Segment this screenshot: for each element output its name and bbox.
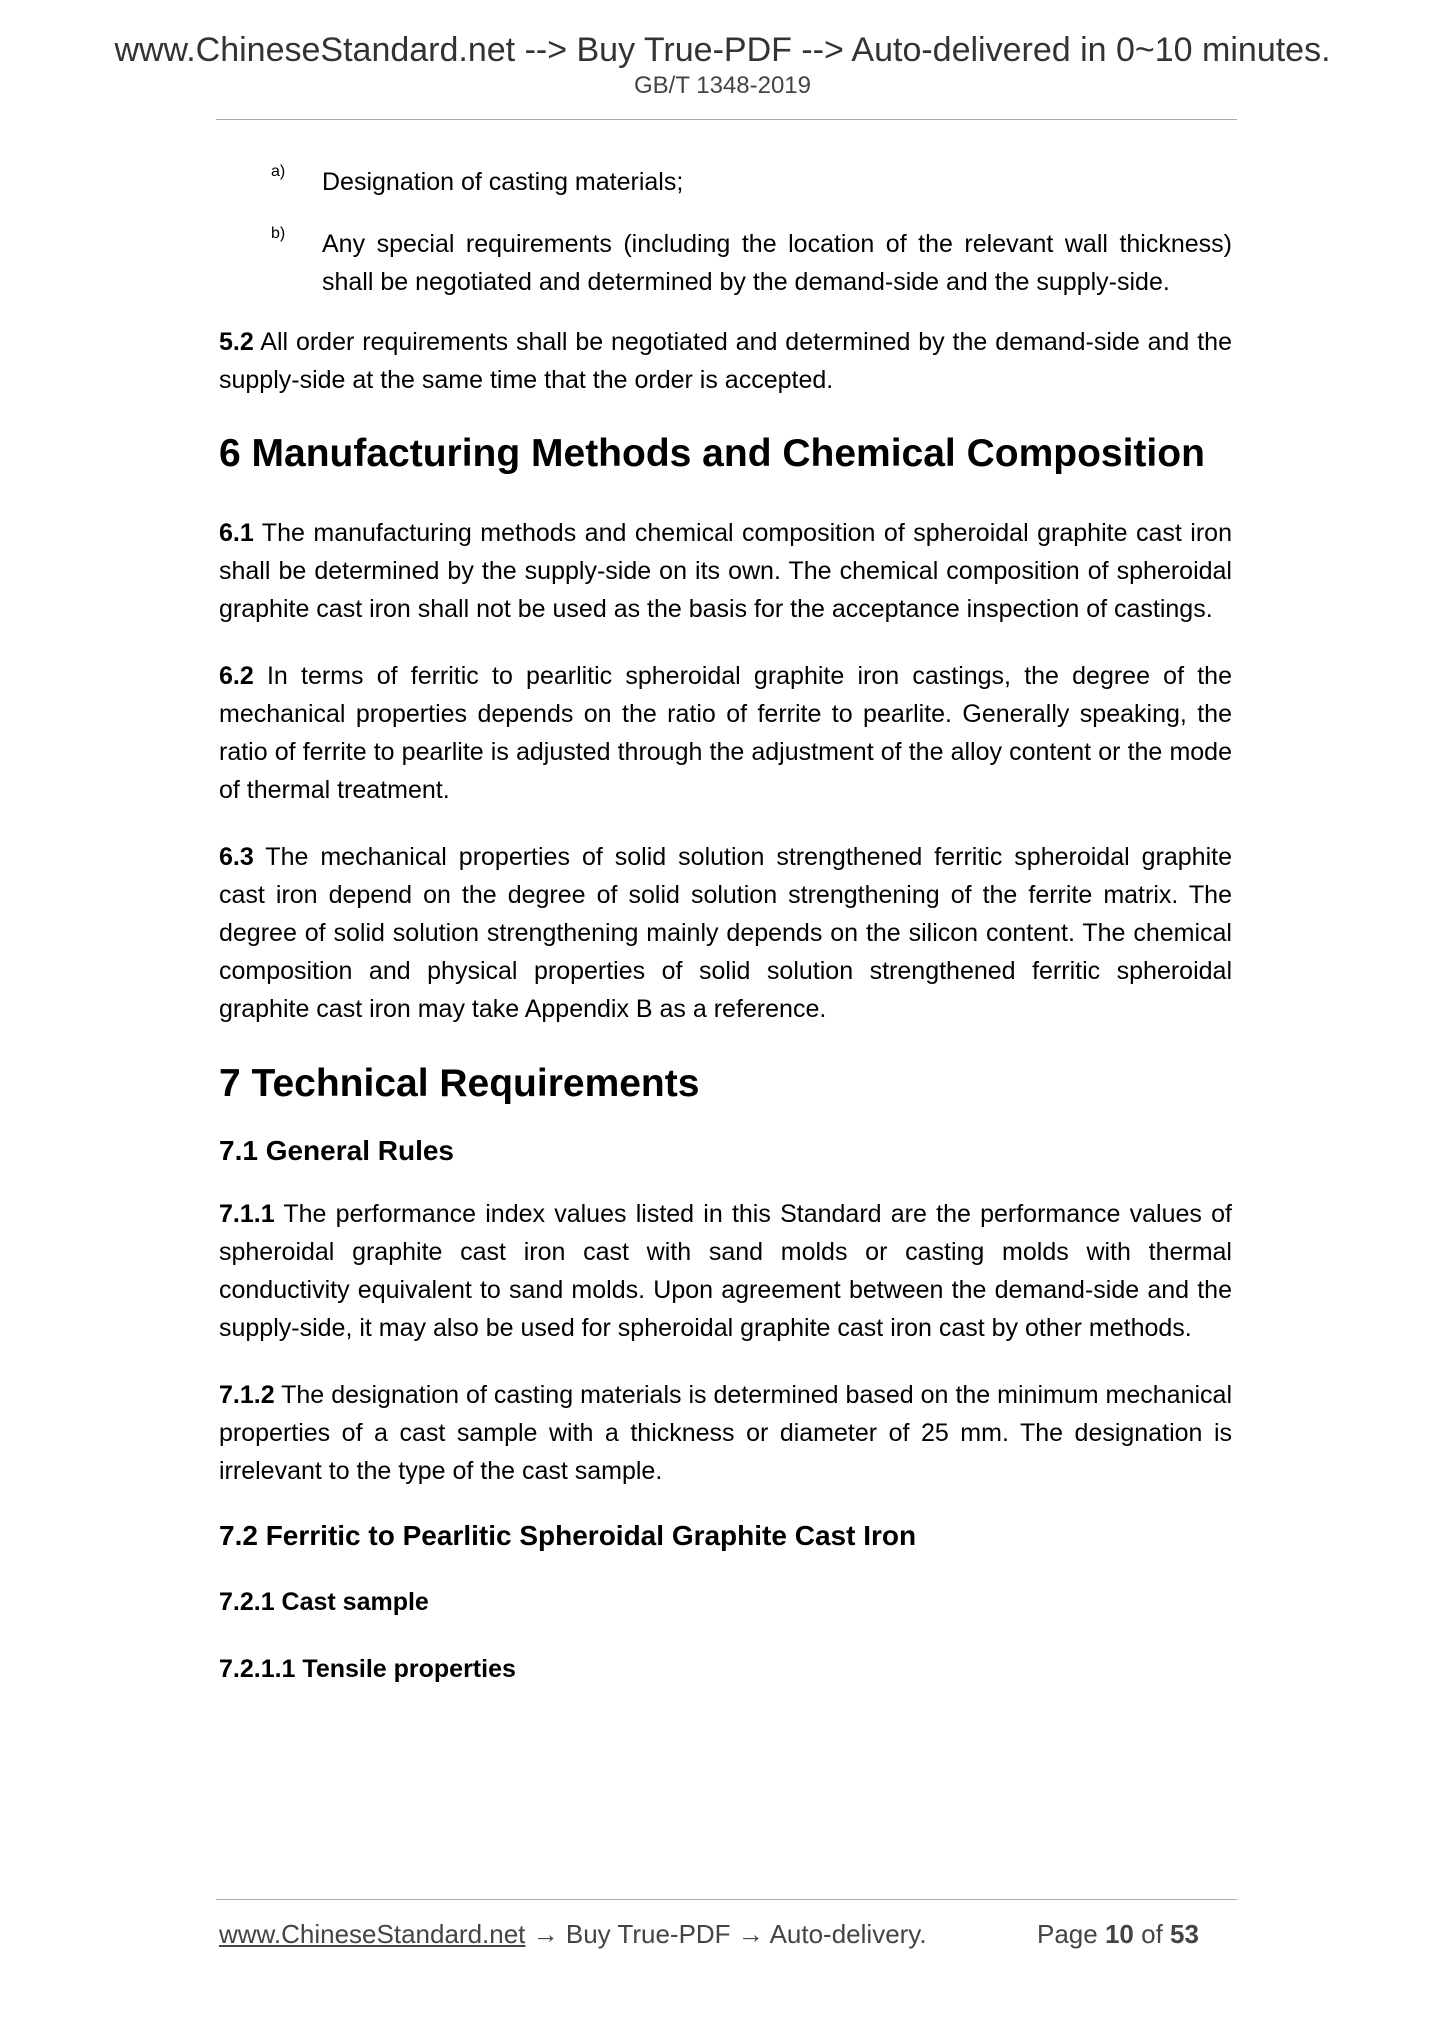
- page-number: 10: [1104, 1919, 1134, 1949]
- footer-text: → Buy True-PDF → Auto-delivery.: [525, 1919, 927, 1949]
- header-banner: www.ChineseStandard.net --> Buy True-PDF --> Auto-delivered in 0~10 minutes.: [114, 31, 1331, 69]
- page-content: [219, 163, 1232, 1687]
- of-label: of: [1141, 1919, 1163, 1949]
- section-6-heading: 6 Manufacturing Methods and Chemical Composition: [219, 432, 1205, 475]
- clause-text: The mechanical properties of solid solution strengthened ferritic spheroidal graphite cast iron depend on the degree of solid solution strengthening of the ferrite matrix. The degree of solid solution strengthening mainly depends on the silicon content. The chemical composition and physical properties of solid solution strengthened ferritic spheroidal graphite cast iron may take Appendix B as a reference.: [219, 843, 1232, 1023]
- clause-number: 7.1.2: [219, 1381, 275, 1409]
- list-text: Any special requirements (including the location of the relevant wall thickness) shall be negotiated and determined by the demand-side and the supply-side.: [322, 230, 1232, 296]
- clause-text: In terms of ferritic to pearlitic spheroidal graphite iron castings, the degree of the mechanical properties depends on the ratio of ferrite to pearlite. Generally speaking, the ratio of ferrite to pearlite is adjusted through the adjustment of the alloy content or the mode of thermal treatment.: [219, 662, 1232, 804]
- document-number: GB/T 1348-2019: [633, 72, 811, 99]
- footer-link[interactable]: www.ChineseStandard.net: [219, 1919, 526, 1949]
- paragraph-6-2: [219, 657, 1232, 809]
- paragraph-7-1-2: [219, 1376, 1232, 1490]
- list-text: Designation of casting materials;: [322, 168, 684, 196]
- page-label: Page: [1037, 1919, 1098, 1949]
- list-label: a): [271, 163, 286, 180]
- page-total: 53: [1170, 1919, 1199, 1949]
- paragraph-6-3: [219, 838, 1232, 1028]
- clause-number: 7.1.1: [219, 1200, 275, 1228]
- paragraph-7-1-1: [219, 1195, 1232, 1347]
- paragraph-5-2: [219, 323, 1232, 399]
- list-item-a: [219, 163, 1232, 201]
- subsection-7-2-heading: 7.2 Ferritic to Pearlitic Spheroidal Graphite Cast Iron: [219, 1520, 917, 1551]
- paragraph-6-1: [219, 514, 1232, 628]
- clause-text: The designation of casting materials is determined based on the minimum mechanical properties of a cast sample with a thickness or diameter of 25 mm. The designation is irrelevant to the type of the cast sample.: [219, 1381, 1232, 1485]
- clause-number: 6.2: [219, 662, 254, 690]
- subsection-7-1-heading: 7.1 General Rules: [219, 1135, 455, 1166]
- subsection-7-2-1-1-heading: 7.2.1.1 Tensile properties: [219, 1655, 516, 1683]
- footer-divider: [216, 1899, 1237, 1900]
- clause-number: 6.1: [219, 519, 254, 547]
- clause-number: 6.3: [219, 843, 254, 871]
- clause-text: The performance index values listed in this Standard are the performance values of spheroidal graphite cast iron cast with sand molds or casting molds with thermal conductivity equivalent to sand molds. Upon agreement between the demand-side and the supply-side, it may also be used for spheroidal graphite cast iron cast by other methods.: [219, 1200, 1232, 1342]
- header-divider: [216, 119, 1237, 120]
- list-item-b: [219, 225, 1232, 301]
- footer: [219, 1918, 927, 1950]
- subsection-7-2-1-heading: 7.2.1 Cast sample: [219, 1588, 429, 1616]
- clause-text: All order requirements shall be negotiated and determined by the demand-side and the supply-side at the same time that the order is accepted.: [219, 328, 1232, 394]
- clause-text: The manufacturing methods and chemical composition of spheroidal graphite cast iron shall be determined by the supply-side on its own. The chemical composition of spheroidal graphite cast iron shall not be used as the basis for the acceptance inspection of castings.: [219, 519, 1232, 623]
- page-indicator: [1037, 1918, 1199, 1950]
- section-7-heading: 7 Technical Requirements: [219, 1062, 700, 1105]
- list-label: b): [271, 225, 286, 242]
- clause-number: 5.2: [219, 328, 254, 356]
